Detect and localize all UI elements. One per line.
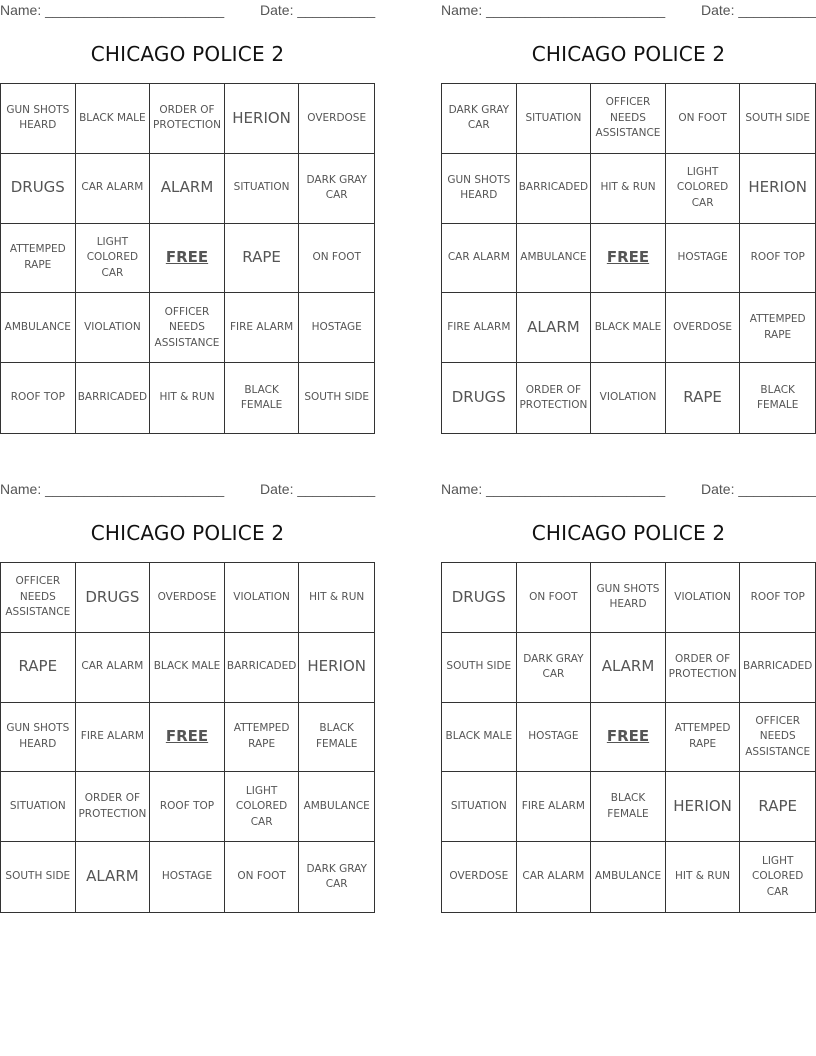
bingo-cell: GUN SHOTS HEARD [1,703,76,773]
bingo-cell: CAR ALARM [442,224,517,294]
bingo-cell: BLACK MALE [591,293,666,363]
bingo-cell: HIT & RUN [150,363,225,433]
bingo-cell: BARRICADED [517,154,592,224]
name-field-label: Name: _______________________ [441,2,666,18]
date-field-label: Date: __________ [701,481,816,497]
free-cell: FREE [150,224,225,294]
bingo-cell: OFFICER NEEDS ASSISTANCE [591,84,666,154]
bingo-cell: CAR ALARM [76,154,151,224]
bingo-cell: ROOF TOP [1,363,76,433]
bingo-cell: BLACK FEMALE [756,383,799,412]
bingo-cell: BLACK MALE [442,703,517,773]
bingo-cell: ROOF TOP [740,563,815,633]
bingo-cell: HERION [740,154,815,224]
bingo-cell: SOUTH SIDE [304,391,370,404]
bingo-cell: ALARM [150,154,225,224]
bingo-card-3 [0,479,375,914]
bingo-cell: BARRICADED [225,633,300,703]
bingo-cell: ORDER OF PROTECTION [517,363,592,433]
bingo-cell: VIOLATION [225,563,300,633]
bingo-cell: RAPE [225,224,300,294]
bingo-cell: DARK GRAY CAR [299,154,374,224]
bingo-cell: HERION [299,633,374,703]
bingo-cell: ON FOOT [299,224,374,294]
bingo-cell: FIRE ALARM [517,772,592,842]
bingo-cell: ALARM [76,842,151,912]
name-field-label: Name: _______________________ [441,481,666,497]
bingo-cell: BLACK FEMALE [225,363,300,433]
bingo-cell: RAPE [740,772,815,842]
bingo-cell: OFFICER NEEDS ASSISTANCE [150,293,225,363]
bingo-cell: LIGHT COLORED CAR [752,854,804,898]
name-field-label: Name: _______________________ [0,2,225,18]
bingo-cell: OFFICER NEEDS ASSISTANCE [740,703,815,773]
header-line [441,0,816,22]
bingo-cell: SOUTH SIDE [1,842,76,912]
bingo-cell: OVERDOSE [666,293,741,363]
date-field-label: Date: __________ [260,481,376,497]
bingo-cell: HIT & RUN [666,842,741,912]
bingo-cell: GUN SHOTS HEARD [591,563,666,633]
bingo-cell: DARK GRAY CAR [517,633,592,703]
bingo-cell: BARRICADED [76,363,151,433]
bingo-cell: ALARM [591,633,666,703]
bingo-cell: FIRE ALARM [76,703,151,773]
bingo-cell: HIT & RUN [591,154,666,224]
bingo-grid [0,83,375,434]
bingo-cell: OVERDOSE [299,84,374,154]
date-field-label: Date: __________ [701,2,816,18]
bingo-card-4 [441,479,816,914]
bingo-cell: BLACK FEMALE [591,772,666,842]
bingo-cell: ATTEMPED RAPE [740,293,815,363]
bingo-cell: AMBULANCE [517,224,592,294]
bingo-cell: CAR ALARM [76,633,151,703]
bingo-cell: ON FOOT [666,84,741,154]
free-cell: FREE [591,703,666,773]
bingo-cell: SITUATION [225,154,300,224]
bingo-cell: HOSTAGE [666,224,741,294]
card-title: CHICAGO POLICE 2 [90,521,285,545]
bingo-cell: DRUGS [442,363,517,433]
bingo-cell: RAPE [666,363,741,433]
bingo-cell: ROOF TOP [740,224,815,294]
bingo-cell: GUN SHOTS HEARD [442,154,517,224]
bingo-cell: HOSTAGE [299,293,374,363]
bingo-cell: GUN SHOTS HEARD [1,84,76,154]
bingo-cell: CAR ALARM [517,842,592,912]
header-line [0,479,375,501]
bingo-cell: ORDER OF PROTECTION [76,772,151,842]
bingo-cell: BLACK FEMALE [299,703,374,773]
name-field-label: Name: _______________________ [0,481,225,497]
bingo-cell: ATTEMPED RAPE [225,703,300,773]
bingo-cell: FIRE ALARM [225,293,300,363]
bingo-card-2 [441,0,816,435]
bingo-cell: SITUATION [517,84,592,154]
bingo-cell: LIGHT COLORED CAR [76,224,151,294]
bingo-cell: ORDER OF PROTECTION [666,633,741,703]
bingo-cell: ON FOOT [517,563,592,633]
bingo-cell: ROOF TOP [150,772,225,842]
bingo-cell: DRUGS [442,563,517,633]
bingo-cell: HOSTAGE [150,842,225,912]
bingo-cell: LIGHT COLORED CAR [666,154,741,224]
bingo-cell: HIT & RUN [299,563,374,633]
bingo-cell: DRUGS [76,563,151,633]
bingo-grid [0,562,375,913]
bingo-cell: BARRICADED [740,633,815,703]
bingo-cell: ATTEMPED RAPE [1,224,76,294]
bingo-cell: ORDER OF PROTECTION [150,84,225,154]
bingo-cell: ATTEMPED RAPE [666,703,741,773]
bingo-cell: OVERDOSE [442,842,517,912]
bingo-cell: FIRE ALARM [442,293,517,363]
bingo-cell: ALARM [517,293,592,363]
bingo-cell: HERION [666,772,741,842]
bingo-cell: SOUTH SIDE [442,633,517,703]
bingo-cell: VIOLATION [666,563,741,633]
card-title: CHICAGO POLICE 2 [531,521,726,545]
bingo-card-1 [0,0,375,435]
bingo-cell: LIGHT COLORED CAR [225,772,300,842]
bingo-cell: AMBULANCE [299,772,374,842]
bingo-cell: HERION [225,84,300,154]
bingo-grid [441,83,816,434]
bingo-cell: AMBULANCE [591,842,666,912]
bingo-cell: OVERDOSE [150,563,225,633]
bingo-cell: SITUATION [442,772,517,842]
header-line [441,479,816,501]
bingo-cell: VIOLATION [76,293,151,363]
bingo-cell: DARK GRAY CAR [442,84,517,154]
card-title: CHICAGO POLICE 2 [90,42,285,66]
card-title: CHICAGO POLICE 2 [531,42,726,66]
bingo-cell: AMBULANCE [1,293,76,363]
bingo-cell: VIOLATION [591,363,666,433]
bingo-cell: BLACK MALE [150,633,225,703]
free-cell: FREE [591,224,666,294]
bingo-grid [441,562,816,913]
bingo-cell: DRUGS [1,154,76,224]
bingo-cell: ON FOOT [225,842,300,912]
bingo-cell: SITUATION [1,772,76,842]
bingo-cell: SOUTH SIDE [740,84,815,154]
bingo-cell: RAPE [1,633,76,703]
free-cell: FREE [150,703,225,773]
date-field-label: Date: __________ [260,2,376,18]
header-line [0,0,375,22]
bingo-cell: OFFICER NEEDS ASSISTANCE [1,563,76,633]
bingo-cell: HOSTAGE [517,703,592,773]
bingo-cell: DARK GRAY CAR [306,862,367,891]
bingo-cell: BLACK MALE [76,84,151,154]
